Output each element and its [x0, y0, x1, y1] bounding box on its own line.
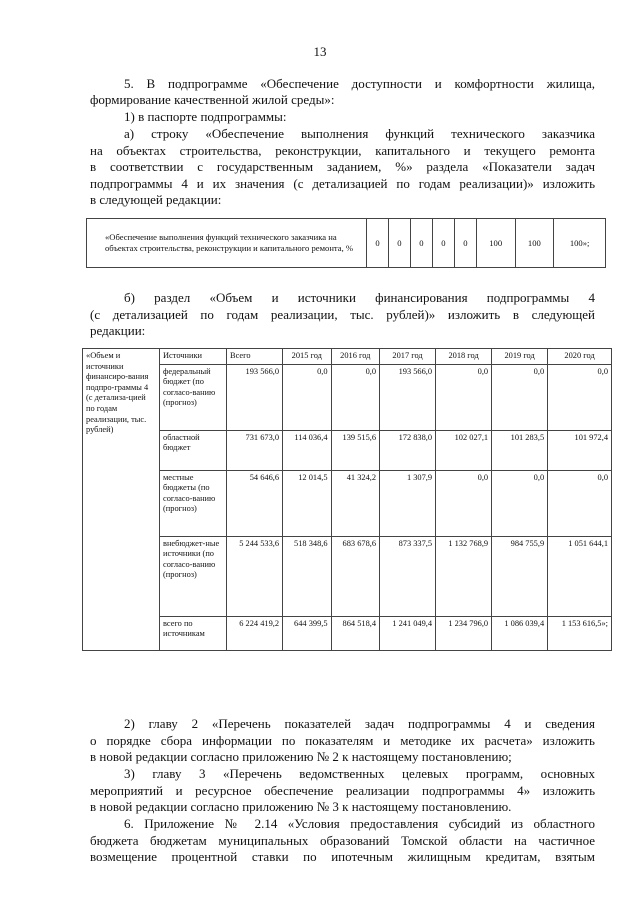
indicator-description: «Обеспечение выполнения функций технического заказчика на объектах строительства, реконструкции и капитального ремонта, %: [87, 219, 367, 268]
source-cell: внебюджет-ные источники (по согласо-ванию (прогноз): [160, 536, 227, 616]
page-number: 13: [313, 44, 327, 59]
column-header: 2019 год: [492, 349, 548, 365]
column-header: Источники: [160, 349, 227, 365]
value-cell: 0,0: [492, 364, 548, 430]
column-header: 2020 год: [548, 349, 612, 365]
table-header-row: [83, 349, 612, 365]
value-cell: 0,0: [492, 470, 548, 536]
indicator-table: [86, 218, 606, 268]
intro-line: в следующей редакции:: [90, 192, 222, 207]
indicator-value: 100»;: [554, 219, 606, 268]
table-row: [83, 430, 612, 470]
outro-line: мероприятий и ресурсное обеспечение реализации подпрограммы 4» изложить: [90, 783, 595, 798]
column-header: 2018 год: [436, 349, 492, 365]
value-cell: 0,0: [436, 364, 492, 430]
source-cell: всего по источникам: [160, 616, 227, 650]
value-cell: 0,0: [548, 364, 612, 430]
outro-line: о порядке сбора информации по показателям и методике их расчета» изложить: [90, 733, 595, 748]
indicator-value: 0: [388, 219, 410, 268]
indicator-value: 100: [515, 219, 554, 268]
value-cell: 1 051 644,1: [548, 536, 612, 616]
indicator-value: 0: [367, 219, 389, 268]
value-cell: 683 678,6: [331, 536, 380, 616]
table-row: [83, 536, 612, 616]
financing-caption: «Объем и источники финансиро-вания подпро-граммы 4 (с детализа-цией по годам реализации, тыс. рублей): [83, 349, 160, 651]
table-row: [83, 616, 612, 650]
value-cell: 1 153 616,5»;: [548, 616, 612, 650]
intro-line: а) строку «Обеспечение выполнения функций технического заказчика: [124, 126, 595, 141]
indicator-value: 0: [454, 219, 476, 268]
intro-line: формирование качественной жилой среды»:: [90, 92, 335, 107]
outro-line: 2) главу 2 «Перечень показателей задач подпрограммы 4 и сведения: [124, 716, 595, 731]
financing-table: [82, 348, 612, 651]
table-row: [87, 219, 606, 268]
intro-line: 5. В подпрограмме «Обеспечение доступности и комфортности жилища,: [124, 76, 595, 91]
column-header: 2016 год: [331, 349, 380, 365]
value-cell: 172 838,0: [380, 430, 436, 470]
value-cell: 102 027,1: [436, 430, 492, 470]
intro-line: 1) в паспорте подпрограммы:: [124, 109, 287, 124]
indicator-value: 0: [410, 219, 432, 268]
table-row: [83, 364, 612, 430]
outro-line: бюджета бюджетам муниципальных образований Томской области на частичное: [90, 833, 595, 848]
value-cell: 193 566,0: [227, 364, 283, 430]
value-cell: 193 566,0: [380, 364, 436, 430]
value-cell: 1 132 768,9: [436, 536, 492, 616]
value-cell: 54 646,6: [227, 470, 283, 536]
indicator-value: 100: [476, 219, 515, 268]
value-cell: 139 515,6: [331, 430, 380, 470]
source-cell: областной бюджет: [160, 430, 227, 470]
outro-line: 3) главу 3 «Перечень ведомственных целевых программ, основных: [124, 766, 595, 781]
value-cell: 114 036,4: [283, 430, 332, 470]
column-header: Всего: [227, 349, 283, 365]
column-header: 2015 год: [283, 349, 332, 365]
intro-line: в соответствии с государственным заданием, %» раздела «Показатели задач: [90, 159, 595, 174]
value-cell: 0,0: [436, 470, 492, 536]
value-cell: 6 224 419,2: [227, 616, 283, 650]
section-b-line: б) раздел «Объем и источники финансирования подпрограммы 4: [124, 290, 595, 305]
value-cell: 0,0: [283, 364, 332, 430]
value-cell: 518 348,6: [283, 536, 332, 616]
value-cell: 864 518,4: [331, 616, 380, 650]
indicator-value: 0: [432, 219, 454, 268]
value-cell: 731 673,0: [227, 430, 283, 470]
outro-line: в новой редакции согласно приложению № 3 к настоящему постановлению.: [90, 799, 512, 814]
value-cell: 12 014,5: [283, 470, 332, 536]
outro-line: возмещение процентной ставки по ипотечным жилищным кредитам, взятым: [90, 849, 595, 864]
value-cell: 873 337,5: [380, 536, 436, 616]
value-cell: 41 324,2: [331, 470, 380, 536]
table-row: [83, 470, 612, 536]
value-cell: 644 399,5: [283, 616, 332, 650]
value-cell: 984 755,9: [492, 536, 548, 616]
outro-line: 6. Приложение № 2.14 «Условия предоставления субсидий из областного: [124, 816, 595, 831]
value-cell: 1 234 796,0: [436, 616, 492, 650]
value-cell: 101 972,4: [548, 430, 612, 470]
intro-line: на объектах строительства, реконструкции, капитального и текущего ремонта: [90, 143, 595, 158]
intro-line: подпрограммы 4 и их значения (с детализацией по годам реализации)» изложить: [90, 176, 595, 191]
section-b-line: редакции:: [90, 323, 146, 338]
value-cell: 1 241 049,4: [380, 616, 436, 650]
value-cell: 101 283,5: [492, 430, 548, 470]
section-b-line: (с детализацией по годам реализации, тыс. рублей)» изложить в следующей: [90, 307, 595, 322]
source-cell: федеральный бюджет (по согласо-ванию (прогноз): [160, 364, 227, 430]
value-cell: 0,0: [548, 470, 612, 536]
value-cell: 5 244 533,6: [227, 536, 283, 616]
value-cell: 1 307,9: [380, 470, 436, 536]
value-cell: 0,0: [331, 364, 380, 430]
value-cell: 1 086 039,4: [492, 616, 548, 650]
column-header: 2017 год: [380, 349, 436, 365]
outro-line: в новой редакции согласно приложению № 2 к настоящему постановлению;: [90, 749, 512, 764]
source-cell: местные бюджеты (по согласо-ванию (прогноз): [160, 470, 227, 536]
